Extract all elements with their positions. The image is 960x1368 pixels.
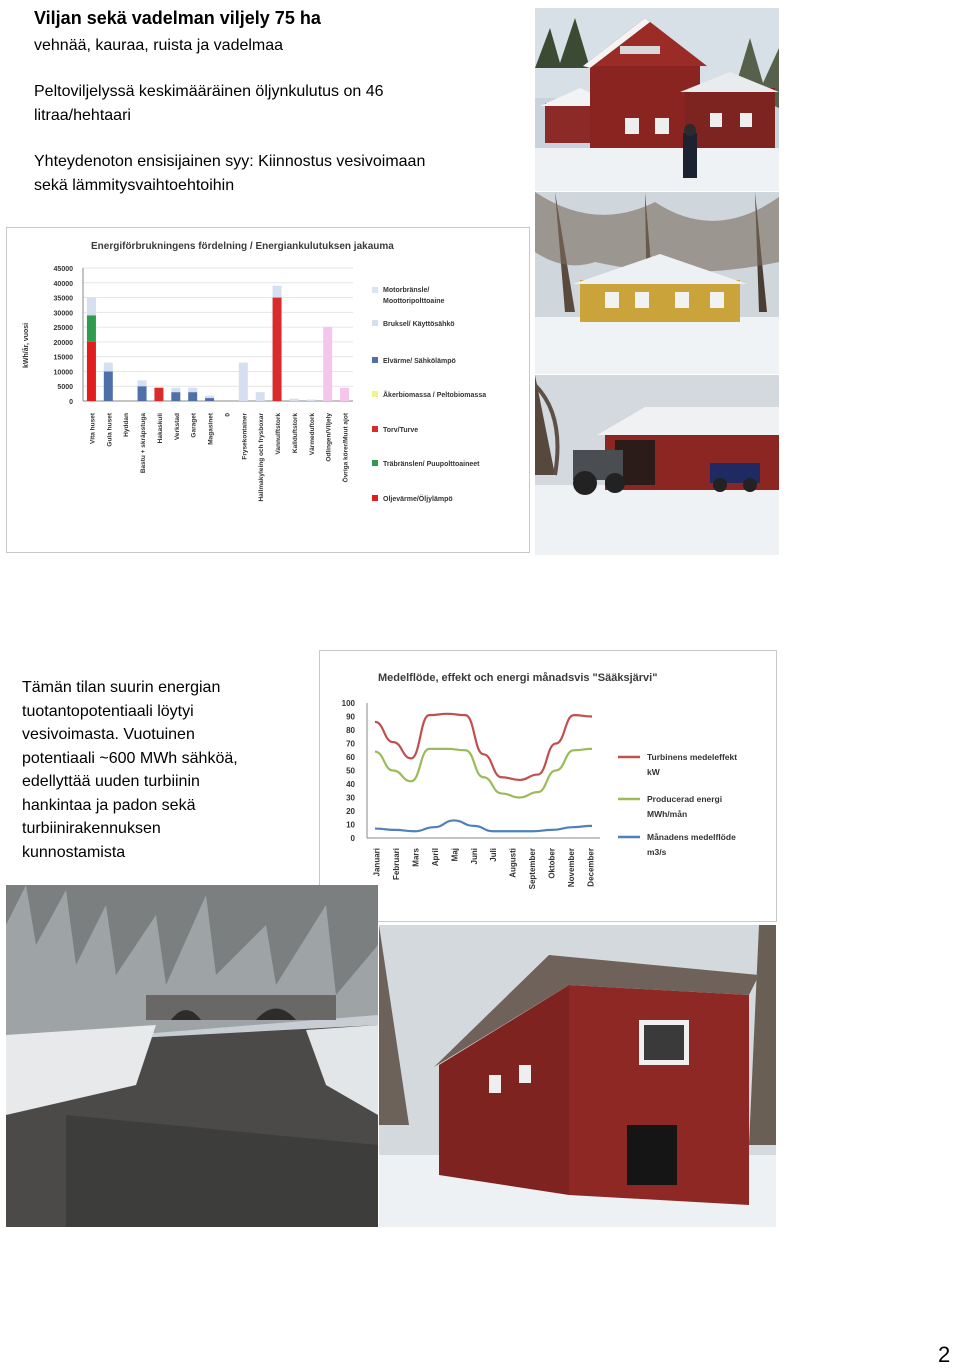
potential-line: tuotantopotentiaali löytyi	[22, 702, 194, 720]
bar-segment	[171, 392, 180, 401]
bar-segment	[205, 396, 214, 398]
x-tick-label: Gula huset	[106, 413, 114, 447]
legend-label: Träbränslen/ Puupolttoaineet	[383, 461, 480, 468]
x-tick-label: 0	[224, 413, 232, 417]
x-tick-label: Augusti	[508, 848, 518, 878]
photo-yellow-house	[535, 192, 779, 374]
oil-line-2: litraa/hehtaari	[34, 107, 131, 124]
x-tick-label: Hallmakyleing och frysboxar	[258, 413, 266, 502]
oil-line-1: Peltoviljelyssä keskimääräinen öljynkulutus on 46	[34, 83, 384, 100]
x-tick-label: Vannulftstork	[275, 413, 283, 455]
legend-label: Producerad energi	[647, 794, 723, 804]
legend-swatch	[372, 460, 378, 466]
bar-segment	[188, 392, 197, 401]
y-tick-label: 25000	[53, 325, 73, 333]
bar-segment	[256, 392, 265, 401]
x-tick-label: Vita huset	[89, 413, 97, 444]
y-tick-label: 0	[350, 834, 355, 843]
bar-segment	[154, 388, 163, 401]
x-tick-label: Maj	[450, 848, 460, 862]
potential-line: potentiaali ~600 MWh sähköä,	[22, 749, 238, 767]
x-tick-label: Värmeduftork	[308, 413, 316, 456]
photo-red-shed-tractors	[535, 375, 779, 555]
x-tick-label: Juni	[469, 848, 479, 865]
page-title: Viljan sekä vadelman viljely 75 ha	[34, 8, 321, 28]
legend-label: Torv/Turve	[383, 427, 419, 434]
y-tick-label: 30	[346, 793, 355, 803]
bar-segment	[273, 286, 282, 298]
bar-segment	[188, 388, 197, 392]
crops-text: vehnää, kauraa, ruista ja vadelmaa	[34, 37, 284, 54]
bar-segment	[340, 388, 349, 401]
photo-red-barn	[535, 8, 779, 191]
legend-label: Oljevärme/Öljylämpö	[383, 496, 453, 503]
bar-segment	[138, 380, 147, 386]
x-tick-label: December	[586, 848, 596, 887]
bar-segment	[104, 363, 113, 372]
contact-reason-text	[34, 150, 524, 198]
legend-unit: kW	[647, 767, 660, 777]
photo-river-bridge	[6, 885, 378, 1227]
x-tick-label: Oktober	[547, 848, 557, 879]
y-tick-label: 45000	[53, 266, 73, 273]
legend-swatch	[372, 391, 378, 397]
x-tick-label: Frysekontainer	[241, 413, 249, 460]
chart-title: Energiförbrukningens fördelning / Energiankulutuksen jakauma	[91, 241, 394, 252]
bar-segment	[205, 398, 214, 401]
y-tick-label: 50	[346, 766, 355, 776]
bar-segment	[273, 298, 282, 401]
bar-segment	[289, 399, 298, 401]
potential-line: edellyttää uuden turbiinin	[22, 773, 200, 790]
bar-segment	[87, 342, 96, 401]
legend-unit: m3/s	[647, 847, 667, 857]
reason-line-2: sekä lämmitysvaihtoehtoihin	[34, 177, 235, 194]
bar-segment	[87, 298, 96, 316]
x-tick-label: Kallduftstork	[291, 413, 299, 454]
potential-line: Tämän tilan suurin energian	[22, 679, 221, 696]
potential-line: turbiinirakennuksen	[22, 820, 161, 837]
legend-swatch	[372, 320, 378, 326]
legend-swatch	[372, 426, 378, 432]
x-tick-label: November	[566, 848, 576, 888]
x-tick-label: Garaget	[190, 413, 198, 438]
legend-swatch	[372, 287, 378, 293]
bar-segment	[87, 315, 96, 342]
legend-label: Elvärme/ Sähkölämpö	[383, 358, 456, 365]
x-tick-label: Mars	[411, 848, 421, 867]
oil-consumption-text	[34, 80, 514, 128]
x-tick-label: September	[528, 848, 538, 890]
energy-distribution-chart	[6, 227, 530, 553]
y-tick-label: 15000	[53, 354, 73, 362]
x-tick-label: Februari	[392, 848, 402, 881]
y-tick-label: 60	[346, 753, 355, 762]
potential-line: vesivoimasta. Vuotuinen	[22, 726, 195, 743]
potential-line: hankintaa ja padon sekä	[22, 796, 196, 814]
y-tick-label: 40000	[53, 280, 73, 288]
energy-bar-chart-svg	[7, 228, 529, 552]
legend-label: Motorbränsle/	[383, 287, 430, 294]
legend-unit: MWh/mån	[647, 809, 688, 819]
y-tick-label: 40	[346, 780, 355, 789]
chart-title: Medelflöde, effekt och energi månadsvis "Sääksjärvi"	[378, 672, 658, 684]
x-tick-label: Hakaskuli	[156, 413, 164, 444]
bar-segment	[239, 363, 248, 401]
legend-label: Månadens medelflöde	[647, 832, 736, 842]
series-line	[375, 820, 592, 831]
monthly-flow-line-chart-svg	[320, 651, 776, 921]
bar-segment	[138, 386, 147, 401]
y-tick-label: 90	[346, 712, 355, 722]
legend-label: Turbinens medeleffekt	[647, 752, 738, 762]
bar-segment	[171, 388, 180, 392]
legend-swatch	[372, 357, 378, 363]
y-tick-label: 20	[346, 807, 355, 816]
y-tick-label: 0	[69, 399, 73, 406]
y-axis-label: kWh/år, vuosi	[23, 322, 30, 368]
y-tick-label: 35000	[53, 295, 73, 303]
y-tick-label: 10000	[53, 369, 73, 377]
y-tick-label: 10	[346, 820, 355, 830]
page-number: 2	[938, 1342, 951, 1367]
reason-line-1: Yhteydenoton ensisijainen syy: Kiinnostus vesivoimaan	[34, 153, 426, 170]
x-tick-label: Januari	[372, 848, 382, 877]
x-tick-label: Hyddan	[123, 413, 131, 437]
legend-label: Moottoripolttoaine	[383, 298, 445, 305]
monthly-flow-chart	[319, 650, 777, 922]
bar-segment	[104, 371, 113, 401]
y-tick-label: 20000	[53, 339, 73, 347]
x-tick-label: Övriga körer/Muut ajot	[342, 413, 350, 483]
y-tick-label: 30000	[53, 310, 73, 318]
photo-turbine-building	[379, 925, 776, 1227]
x-tick-label: Magasinet	[207, 413, 215, 445]
potential-line: kunnostamista	[22, 843, 126, 861]
bar-segment	[306, 400, 315, 401]
x-tick-label: Bastu + skräpstuga	[140, 413, 148, 474]
x-tick-label: Verkstad	[173, 413, 181, 441]
legend-swatch	[372, 495, 378, 501]
y-tick-label: 70	[346, 739, 355, 749]
x-tick-label: Odlingen/Viljely	[325, 413, 333, 462]
y-tick-label: 5000	[57, 384, 73, 392]
y-tick-label: 80	[346, 726, 355, 735]
y-tick-label: 100	[341, 699, 355, 708]
bar-segment	[323, 327, 332, 401]
legend-label: Bruksel/ Käyttösähkö	[383, 321, 455, 328]
x-tick-label: April	[430, 848, 440, 867]
x-tick-label: Juli	[489, 848, 499, 862]
potential-text	[22, 676, 312, 864]
legend-label: Åkerbiomassa / Peltobiomassa	[383, 392, 487, 399]
